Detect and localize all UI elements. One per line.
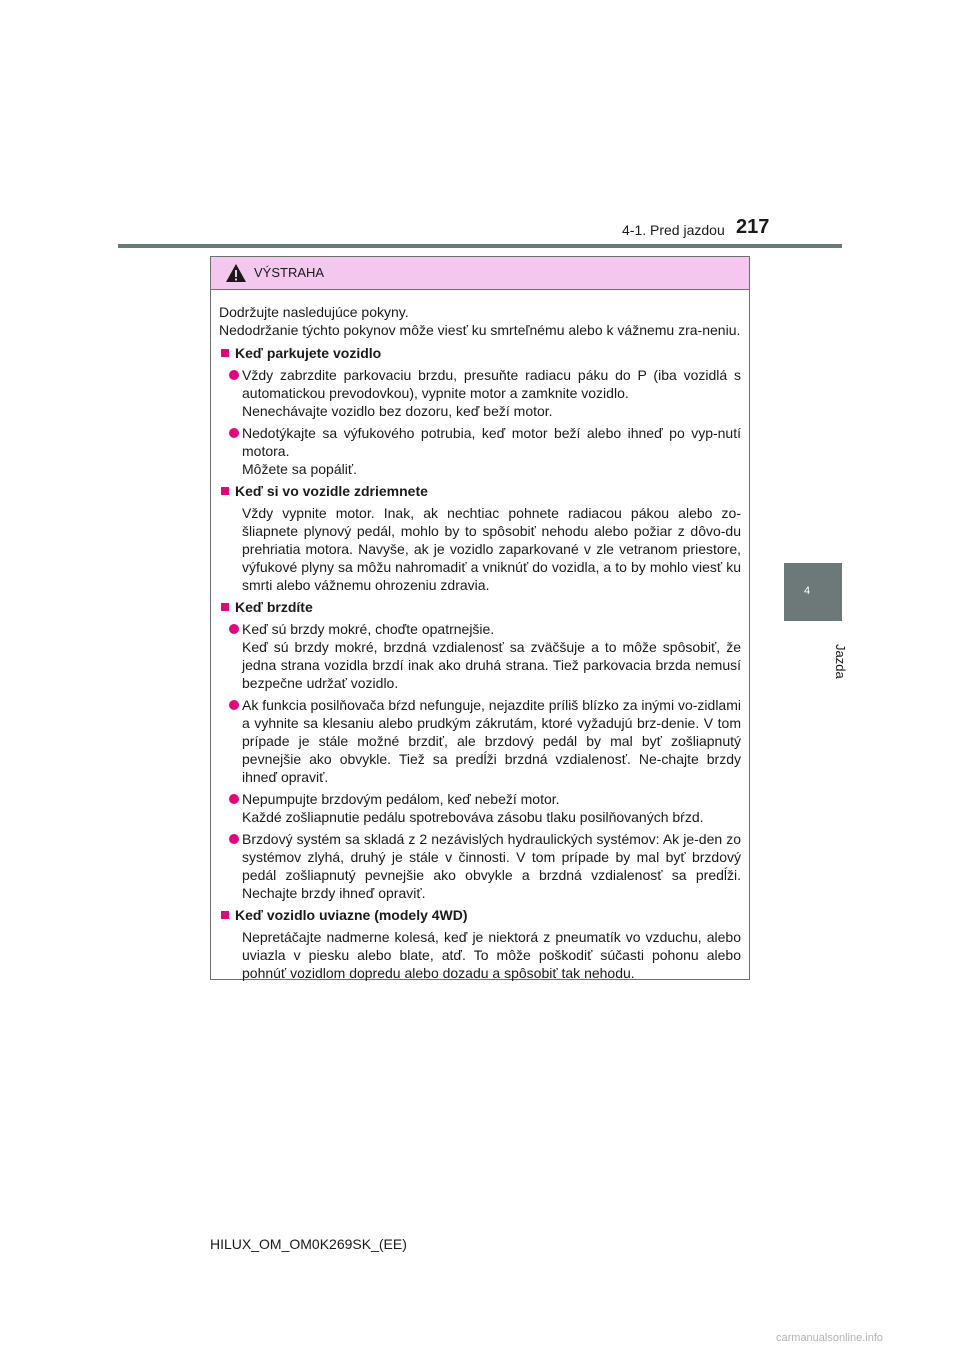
square-bullet-icon	[221, 911, 229, 919]
circle-bullet-icon	[229, 428, 239, 438]
warning-box	[210, 256, 750, 980]
watermark: carmanualsonline.info	[776, 1332, 884, 1344]
square-bullet-icon	[221, 487, 229, 495]
paragraph: Nepretáčajte nadmerne kolesá, keď je niektorá z pneumatík vo vzduchu, alebo uviazla v piesku alebo blate, atď. To môže poškodiť súčasti pohonu alebo pohnúť vozidlom dopredu alebo dozadu a spôsobiť tak nehodu.	[242, 929, 741, 981]
warning-body	[211, 290, 749, 982]
heading-parking: Keď parkujete vozidlo	[219, 344, 741, 362]
circle-bullet-icon	[229, 624, 239, 634]
square-bullet-icon	[221, 349, 229, 357]
list-item: Brzdový systém sa skladá z 2 nezávislých hydraulických systémov: Ak je-den zo systémov zlyhá, druhý je stále v činnosti. V tom prípade by mal byť brzdový pedál zošliapnutý pevnejšie ako obvykle a brzdná vzdialenosť sa predĺži. Nechajte brzdy ihneď opraviť.	[219, 830, 741, 902]
chapter-label: Jazda	[833, 644, 848, 679]
list-item: Keď sú brzdy mokré, choďte opatrnejšie. Keď sú brzdy mokré, brzdná vzdialenosť sa zväčšuje a to môže spôsobiť, že jedna strana vozidla brzdí inak ako druhá strana. Tiež parkovacia brzda nemusí bezpečne udržať vozidlo.	[219, 620, 741, 692]
list-item: Nedotýkajte sa výfukového potrubia, keď motor beží alebo ihneď po vyp-nutí motora. Môžete sa popáliť.	[219, 424, 741, 478]
warning-title: VÝSTRAHA	[254, 265, 325, 280]
heading-nap: Keď si vo vozidle zdriemnete	[219, 482, 741, 500]
header-rule	[118, 244, 842, 248]
warning-triangle-icon	[225, 263, 247, 283]
chapter-tab[interactable]	[784, 563, 842, 621]
heading-stuck: Keď vozidlo uviazne (modely 4WD)	[219, 906, 741, 924]
page-number: 217	[736, 216, 770, 238]
list-item: Vždy zabrzdite parkovaciu brzdu, presuňte radiacu páku do P (iba vozidlá s automatickou prevodovkou), vypnite motor a zamknite vozidlo. Nenechávajte vozidlo bez dozoru, keď beží motor.	[219, 366, 741, 420]
list-item: Nepumpujte brzdovým pedálom, keď nebeží motor. Každé zošliapnutie pedálu spotrebováva zásobu tlaku posilňovaných bŕzd.	[219, 790, 741, 826]
circle-bullet-icon	[229, 834, 239, 844]
warning-intro	[219, 303, 741, 339]
square-bullet-icon	[221, 603, 229, 611]
circle-bullet-icon	[229, 700, 239, 710]
intro-line: Dodržujte nasledujúce pokyny.	[219, 304, 409, 320]
paragraph: Vždy vypnite motor. Inak, ak nechtiac pohnete radiacou pákou alebo zo-šliapnete plynový pedál, mohlo by to spôsobiť nehodu alebo požiar z dôvo-du prehriatia motora. Navyše, ak je vozidlo zaparkované v zle vetranom priestore, výfukové plyny sa môžu nahromadiť a vniknúť do vozidla, a to by mohlo viesť ku smrti alebo vážnemu ohrozeniu zdravia.	[242, 505, 741, 593]
intro-line: Nedodržanie týchto pokynov môže viesť ku smrteľnému alebo k vážnemu zra-neniu.	[219, 322, 741, 338]
chapter-number: 4	[804, 585, 811, 597]
list-item: Ak funkcia posilňovača bŕzd nefunguje, nejazdite príliš blízko za inými vo-zidlami a vyhnite sa klesaniu alebo prudkým zákrutám, ktoré vyžadujú brz-denie. V tom prípade je stále možné brzdiť, ale brzdový pedál by mal byť zošliapnutý pevnejšie ako obvykle. Tiež sa predĺži brzdná vzdialenosť. Ne-chajte brzdy ihneď opraviť.	[219, 696, 741, 786]
circle-bullet-icon	[229, 370, 239, 380]
circle-bullet-icon	[229, 794, 239, 804]
footer-code: HILUX_OM_OM0K269SK_(EE)	[210, 1236, 407, 1252]
warning-header	[211, 257, 749, 290]
section-title: 4-1. Pred jazdou	[622, 222, 725, 238]
heading-braking: Keď brzdíte	[219, 598, 741, 616]
